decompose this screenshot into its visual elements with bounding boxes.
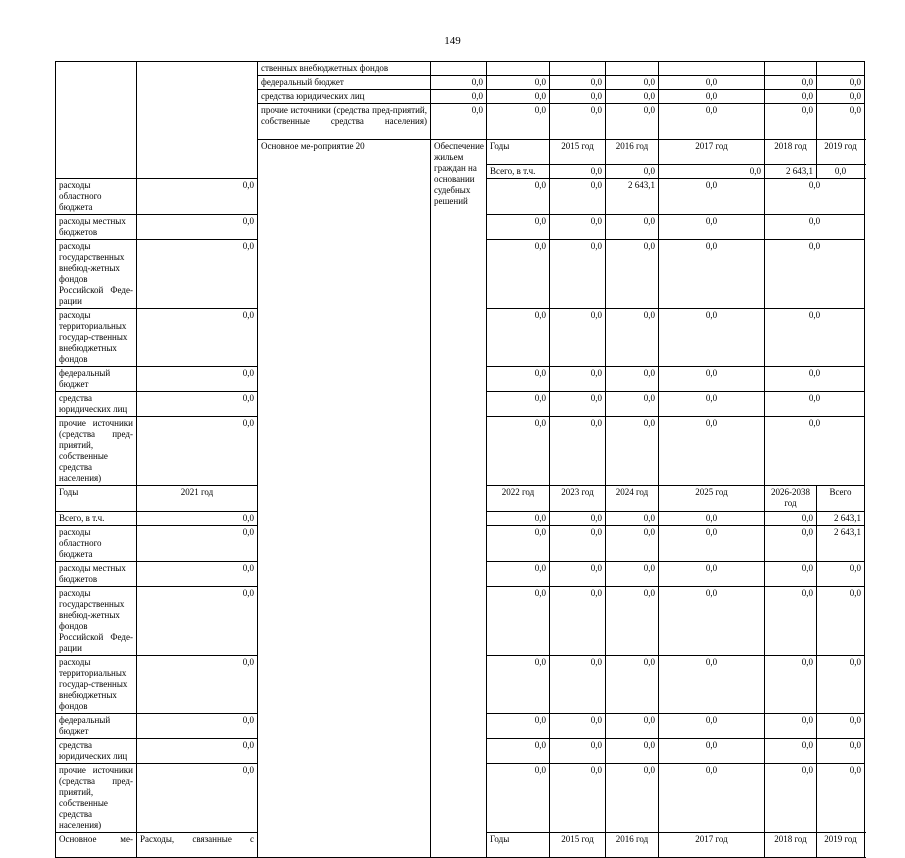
- page-number: 149: [444, 35, 461, 47]
- table-cell: [606, 62, 659, 76]
- table-cell: 0,0: [487, 104, 550, 140]
- table-cell: 0,0: [817, 764, 865, 833]
- table-cell: расходы территориальных государ-ственных внебюджетных фондов: [56, 656, 137, 714]
- table-cell: 0,0: [659, 215, 765, 240]
- table-cell: 0,0: [606, 512, 659, 526]
- table-cell: 0,0: [659, 562, 765, 587]
- table-cell: 2023 год: [550, 486, 606, 512]
- table-cell: 0,0: [765, 90, 817, 104]
- table-cell: 0,0: [817, 104, 865, 140]
- table-cell: Всего: [817, 486, 865, 512]
- table-cell: 0,0: [487, 656, 550, 714]
- table-cell: [56, 62, 137, 179]
- table-cell: 0,0: [550, 739, 606, 764]
- table-cell: 0,0: [137, 179, 258, 215]
- table-cell: 0,0: [137, 240, 258, 309]
- table-cell: 0,0: [765, 215, 865, 240]
- table-cell: 0,0: [550, 179, 606, 215]
- table-cell: 0,0: [765, 512, 817, 526]
- table-cell: [550, 62, 606, 76]
- table-cell: 0,0: [606, 417, 659, 486]
- table-cell: 0,0: [137, 562, 258, 587]
- table-cell: 0,0: [765, 656, 817, 714]
- table-cell: Основное ме-роприятие 20: [258, 140, 431, 858]
- table-cell: расходы местных бюджетов: [56, 215, 137, 240]
- table-cell: прочие источники (средства пред-приятий, собственные средства населения): [56, 417, 137, 486]
- table-cell: 0,0: [817, 165, 865, 179]
- table-cell: прочие источники (средства пред-приятий, собственные средства населения): [56, 764, 137, 833]
- table-cell: 0,0: [606, 764, 659, 833]
- table-cell: [659, 62, 765, 76]
- table-cell: расходы государственных внебюд-жетных фондов Российской Феде-рации: [56, 587, 137, 656]
- table-cell: 0,0: [431, 90, 487, 104]
- table-cell: 2021 год: [137, 486, 258, 512]
- table-cell: 0,0: [550, 562, 606, 587]
- table-cell: 0,0: [606, 215, 659, 240]
- table-cell: 2018 год: [765, 833, 817, 858]
- table-cell: 0,0: [817, 714, 865, 739]
- table-cell: 2 643,1: [606, 179, 659, 215]
- table-cell: 2016 год: [606, 833, 659, 858]
- table-cell: средства юридических лиц: [56, 739, 137, 764]
- table-cell: 0,0: [659, 240, 765, 309]
- table-cell: 2016 год: [606, 140, 659, 165]
- table-cell: 0,0: [487, 764, 550, 833]
- table-cell: 0,0: [550, 526, 606, 562]
- table-cell: 0,0: [137, 587, 258, 656]
- table-cell: 0,0: [765, 76, 817, 90]
- table-cell: 0,0: [137, 512, 258, 526]
- table-cell: 0,0: [765, 764, 817, 833]
- table-cell: 2024 год: [606, 486, 659, 512]
- table-cell: 2015 год: [550, 833, 606, 858]
- table-cell: 0,0: [606, 587, 659, 656]
- table-cell: 0,0: [765, 240, 865, 309]
- table-cell: 0,0: [550, 104, 606, 140]
- table-cell: 0,0: [137, 656, 258, 714]
- table-cell: прочие источники (средства пред-приятий, собственные средства населения): [258, 104, 431, 140]
- table-cell: 0,0: [487, 215, 550, 240]
- table-cell: 0,0: [550, 764, 606, 833]
- table-cell: 0,0: [659, 165, 765, 179]
- table-cell: 0,0: [817, 656, 865, 714]
- table-cell: 0,0: [659, 309, 765, 367]
- table-cell: 0,0: [765, 309, 865, 367]
- table-cell: 0,0: [606, 165, 659, 179]
- table-cell: 0,0: [659, 76, 765, 90]
- table-cell: 0,0: [137, 417, 258, 486]
- table-cell: [431, 62, 487, 76]
- table-cell: [487, 62, 550, 76]
- table-cell: Всего, в т.ч.: [56, 512, 137, 526]
- table-cell: 0,0: [487, 76, 550, 90]
- table-cell: 0,0: [765, 526, 817, 562]
- table-cell: 2 643,1: [817, 512, 865, 526]
- table-cell: 2025 год: [659, 486, 765, 512]
- table-cell: 0,0: [606, 656, 659, 714]
- table-cell: 0,0: [487, 179, 550, 215]
- table-cell: 0,0: [659, 764, 765, 833]
- table-row: [56, 62, 865, 76]
- table-cell: 0,0: [487, 526, 550, 562]
- table-cell: 0,0: [817, 587, 865, 656]
- table-cell: 0,0: [487, 367, 550, 392]
- table-cell: 0,0: [487, 739, 550, 764]
- table-cell: 2019 год: [817, 833, 865, 858]
- table-cell: 0,0: [137, 309, 258, 367]
- table-cell: [137, 62, 258, 179]
- table-cell: средства юридических лиц: [56, 392, 137, 417]
- table-cell: 0,0: [606, 714, 659, 739]
- table-cell: 0,0: [659, 512, 765, 526]
- table-cell: 0,0: [606, 367, 659, 392]
- table-cell: 2018 год: [765, 140, 817, 165]
- table-cell: 0,0: [765, 392, 865, 417]
- table-cell: 0,0: [606, 739, 659, 764]
- table-cell: расходы областного бюджета: [56, 526, 137, 562]
- table-cell: 0,0: [817, 562, 865, 587]
- table-cell: Годы: [56, 486, 137, 512]
- table-cell: федеральный бюджет: [56, 714, 137, 739]
- table-cell: 0,0: [550, 240, 606, 309]
- table-cell: 0,0: [606, 392, 659, 417]
- table-cell: 0,0: [659, 526, 765, 562]
- table-cell: 0,0: [137, 526, 258, 562]
- table-cell: 0,0: [606, 240, 659, 309]
- table-cell: 0,0: [487, 562, 550, 587]
- table-cell: 0,0: [659, 104, 765, 140]
- table-cell: расходы государственных внебюд-жетных фондов Российской Феде-рации: [56, 240, 137, 309]
- table-cell: Обеспечение жильем граждан на основании судебных решений: [431, 140, 487, 858]
- table-cell: 0,0: [487, 240, 550, 309]
- table-cell: федеральный бюджет: [258, 76, 431, 90]
- table-cell: [817, 62, 865, 76]
- table-cell: 0,0: [659, 90, 765, 104]
- table-cell: 0,0: [487, 714, 550, 739]
- table-cell: 0,0: [431, 76, 487, 90]
- table-cell: 2017 год: [659, 833, 765, 858]
- table-cell: Основное ме-: [56, 833, 137, 858]
- table-cell: 0,0: [659, 739, 765, 764]
- table-cell: 0,0: [659, 656, 765, 714]
- table-cell: 0,0: [550, 367, 606, 392]
- table-cell: Годы: [487, 833, 550, 858]
- table-cell: средства юридических лиц: [258, 90, 431, 104]
- table-cell: 0,0: [487, 309, 550, 367]
- budget-table: [55, 61, 865, 858]
- table-cell: 0,0: [606, 104, 659, 140]
- table-cell: расходы местных бюджетов: [56, 562, 137, 587]
- table-cell: 0,0: [487, 90, 550, 104]
- table-cell: 0,0: [550, 90, 606, 104]
- table-cell: федеральный бюджет: [56, 367, 137, 392]
- table-cell: 2 643,1: [765, 165, 817, 179]
- table-cell: 0,0: [137, 392, 258, 417]
- table-cell: 0,0: [431, 104, 487, 140]
- table-cell: 2 643,1: [817, 526, 865, 562]
- table-cell: 0,0: [606, 309, 659, 367]
- table-cell: 0,0: [550, 215, 606, 240]
- table-cell: 0,0: [606, 562, 659, 587]
- table-cell: 0,0: [817, 90, 865, 104]
- table-cell: Годы: [487, 140, 550, 165]
- table-cell: ственных внебюджетных фондов: [258, 62, 431, 76]
- table-cell: расходы областного бюджета: [56, 179, 137, 215]
- table-cell: 0,0: [550, 165, 606, 179]
- table-cell: 0,0: [550, 656, 606, 714]
- table-cell: 0,0: [765, 562, 817, 587]
- table-cell: 0,0: [659, 417, 765, 486]
- table-cell: 0,0: [487, 512, 550, 526]
- table-cell: 0,0: [659, 367, 765, 392]
- table-cell: 0,0: [550, 309, 606, 367]
- table-cell: 0,0: [137, 739, 258, 764]
- table-cell: 2017 год: [659, 140, 765, 165]
- table-cell: 2019 год: [817, 140, 865, 165]
- table-cell: 0,0: [765, 714, 817, 739]
- table-cell: 0,0: [817, 76, 865, 90]
- table-cell: 2022 год: [487, 486, 550, 512]
- table-cell: [765, 62, 817, 76]
- table-cell: 0,0: [659, 392, 765, 417]
- table-cell: 0,0: [765, 587, 817, 656]
- table-cell: 0,0: [550, 76, 606, 90]
- table-cell: 0,0: [550, 587, 606, 656]
- table-cell: 0,0: [659, 587, 765, 656]
- table-cell: 0,0: [765, 739, 817, 764]
- table-cell: Расходы, связанные с: [137, 833, 258, 858]
- table-cell: 0,0: [550, 417, 606, 486]
- table-cell: 0,0: [659, 179, 765, 215]
- table-cell: 0,0: [817, 739, 865, 764]
- table-cell: 0,0: [765, 179, 865, 215]
- table-cell: 0,0: [137, 367, 258, 392]
- table-cell: 0,0: [659, 714, 765, 739]
- table-cell: 2015 год: [550, 140, 606, 165]
- table-cell: 0,0: [550, 714, 606, 739]
- table-cell: 0,0: [606, 526, 659, 562]
- table-cell: 0,0: [137, 714, 258, 739]
- table-cell: расходы территориальных государ-ственных внебюджетных фондов: [56, 309, 137, 367]
- table-cell: 0,0: [487, 392, 550, 417]
- table-cell: 0,0: [137, 215, 258, 240]
- table-cell: 0,0: [765, 417, 865, 486]
- table-cell: 0,0: [765, 367, 865, 392]
- table-cell: 0,0: [487, 417, 550, 486]
- table-cell: 0,0: [765, 104, 817, 140]
- table-cell: 2026-2038 год: [765, 486, 817, 512]
- table-cell: Всего, в т.ч.: [487, 165, 550, 179]
- table-cell: 0,0: [550, 392, 606, 417]
- table-cell: 0,0: [606, 76, 659, 90]
- table-cell: 0,0: [606, 90, 659, 104]
- table-cell: 0,0: [487, 587, 550, 656]
- table-cell: 0,0: [137, 764, 258, 833]
- table-cell: 0,0: [550, 512, 606, 526]
